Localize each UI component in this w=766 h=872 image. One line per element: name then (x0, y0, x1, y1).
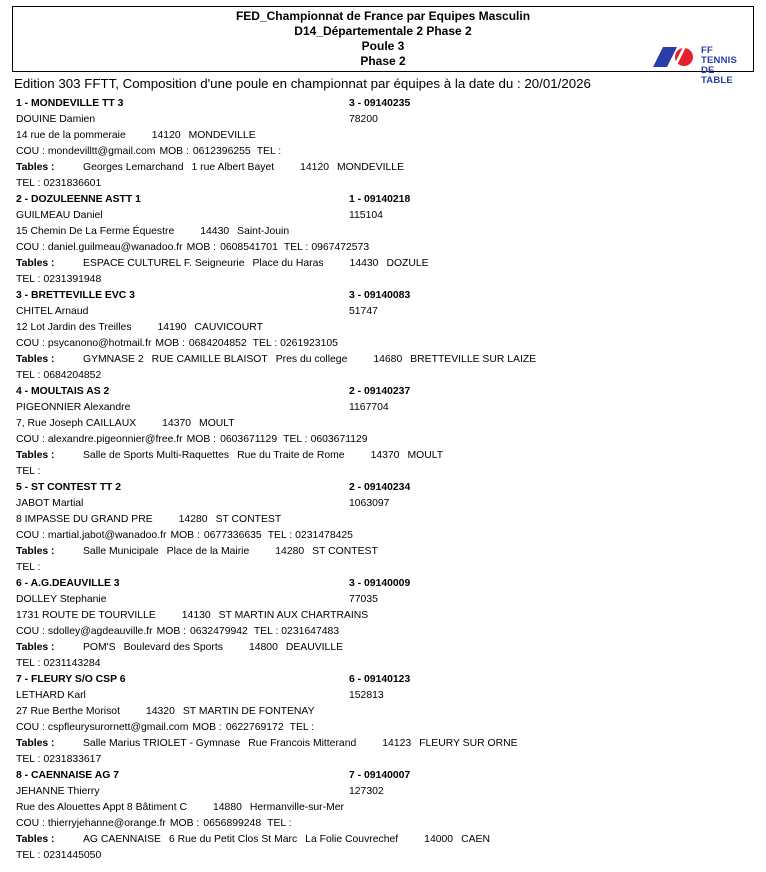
tables-label: Tables : (16, 162, 55, 173)
mob-number: 0608541701 (220, 242, 278, 253)
venue-name: Georges Lemarchand (83, 162, 184, 173)
street: 1731 ROUTE DE TOURVILLE (16, 610, 156, 621)
zip: 14880 (212, 802, 242, 813)
venue-name: AG CAENNAISE (83, 834, 161, 845)
cou-label: COU : (16, 722, 45, 733)
team-venue-tel (16, 657, 100, 671)
team-licence: 127302 (349, 786, 384, 797)
tel-label: TEL : (252, 338, 278, 349)
venue-city: BRETTEVILLE SUR LAIZE (410, 354, 537, 365)
team-contact-name: PIGEONNIER Alexandre (16, 402, 131, 413)
team-contact-name: DOLLEY Stephanie (16, 594, 107, 605)
city: Saint-Jouin (237, 226, 290, 237)
email-link[interactable]: martial.jabot@wanadoo.fr (47, 530, 167, 541)
team-name-row (16, 577, 120, 591)
venue-city: DOZULE (386, 258, 429, 269)
team-code: 2 - 09140234 (349, 482, 411, 493)
mob-label: MOB : (170, 530, 200, 541)
tel-number: 0603671129 (310, 434, 368, 445)
team-name: 7 - FLEURY S/O CSP 6 (16, 674, 126, 685)
team-name-row (16, 193, 141, 207)
team-contact-phones (16, 433, 368, 447)
team-code: 3 - 09140083 (349, 290, 411, 301)
city: ST CONTEST (215, 514, 282, 525)
venue-tel-label: TEL : (16, 754, 41, 765)
mob-number: 0622769172 (225, 722, 284, 733)
team-name: 6 - A.G.DEAUVILLE 3 (16, 578, 120, 589)
zip: 14280 (178, 514, 208, 525)
team-licence: 152813 (349, 690, 384, 701)
team-contact-address (16, 417, 235, 431)
mob-label: MOB : (159, 146, 189, 157)
venue-zip: 14280 (275, 546, 305, 557)
zip: 14130 (181, 610, 211, 621)
email-link[interactable]: cspfleurysurornett@gmail.com (47, 722, 189, 733)
team-contact-name: LETHARD Karl (16, 690, 86, 701)
team-tables-row (16, 737, 518, 751)
logo-text-line2: DE TABLE (701, 65, 733, 86)
team-name: 3 - BRETTEVILLE EVC 3 (16, 290, 135, 301)
street: 15 Chemin De La Ferme Équestre (16, 226, 175, 237)
zip: 14430 (200, 226, 230, 237)
tel-label: TEL : (283, 434, 308, 445)
tel-label: TEL : (267, 530, 293, 541)
email-link[interactable]: daniel.guilmeau@wanadoo.fr (47, 242, 183, 253)
fftt-logo (653, 44, 747, 86)
team-venue-tel (16, 273, 101, 287)
street: 7, Rue Joseph CAILLAUX (16, 418, 137, 429)
team-contact-phones (16, 145, 284, 159)
city: ST MARTIN DE FONTENAY (182, 706, 315, 717)
mob-number: 0677336635 (203, 530, 262, 541)
cou-label: COU : (16, 338, 45, 349)
zip: 14190 (157, 322, 187, 333)
venue-tel-label: TEL : (16, 370, 41, 381)
team-code: 6 - 09140123 (349, 674, 411, 685)
team-contact-address (16, 321, 263, 335)
tables-label: Tables : (16, 642, 55, 653)
cou-label: COU : (16, 626, 45, 637)
tables-label: Tables : (16, 738, 55, 749)
email-link[interactable]: sdolley@agdeauville.fr (47, 626, 153, 637)
team-name: 4 - MOULTAIS AS 2 (16, 386, 110, 397)
venue-name: Salle de Sports Multi-Raquettes (83, 450, 230, 461)
team-name: 1 - MONDEVILLE TT 3 (16, 98, 124, 109)
venue-zip: 14123 (382, 738, 412, 749)
team-venue-tel (16, 177, 101, 191)
venue-address: Place de la Mairie (166, 546, 250, 557)
city: ST MARTIN AUX CHARTRAINS (218, 610, 369, 621)
city: MOULT (199, 418, 235, 429)
logo-text-line1: FF TENNIS (701, 45, 738, 66)
street: 27 Rue Berthe Morisot (16, 706, 120, 717)
logo-text (701, 46, 747, 86)
email-link[interactable]: alexandre.pigeonnier@free.fr (47, 434, 183, 445)
team-contact-address (16, 705, 315, 719)
venue-tel-label: TEL : (16, 466, 41, 477)
team-contact-name: JABOT Martial (16, 498, 84, 509)
team-contact-address (16, 129, 256, 143)
edition-line: Edition 303 FFTT, Composition d'une poule en championnat par équipes à la date du : 20/01/2026 (14, 76, 591, 91)
tel-number: 0967472573 (311, 242, 370, 253)
venue-city: MOULT (407, 450, 444, 461)
venue-zip: 14120 (300, 162, 330, 173)
cou-label: COU : (16, 818, 45, 829)
championship-title: FED_Championnat de France par Equipes Masculin (235, 9, 531, 23)
venue-address: Rue du Traite de Rome (237, 450, 345, 461)
poule-title: Poule 3 (361, 39, 405, 53)
team-name: 5 - ST CONTEST TT 2 (16, 482, 122, 493)
team-contact-phones (16, 337, 338, 351)
venue-name: POM'S (83, 642, 116, 653)
team-licence: 1063097 (349, 498, 390, 509)
team-contact-name: GUILMEAU Daniel (16, 210, 103, 221)
cou-label: COU : (16, 146, 45, 157)
mob-number: 0632479942 (190, 626, 248, 637)
team-contact-address (16, 225, 289, 239)
tel-number: 0231478425 (295, 530, 353, 541)
tables-label: Tables : (16, 354, 55, 365)
venue-city: MONDEVILLE (337, 162, 405, 173)
team-contact-phones (16, 625, 339, 639)
team-code: 3 - 09140009 (349, 578, 411, 589)
team-licence: 77035 (349, 594, 378, 605)
team-tables-row (16, 161, 404, 175)
tel-label: TEL : (267, 818, 292, 829)
venue-zip: 14800 (248, 642, 278, 653)
team-tables-row (16, 353, 536, 367)
tel-label: TEL : (253, 626, 279, 637)
team-code: 3 - 09140235 (349, 98, 411, 109)
venue-tel-number: 0231143284 (43, 658, 101, 669)
team-code: 7 - 09140007 (349, 770, 411, 781)
zip: 14370 (162, 418, 192, 429)
team-name-row (16, 673, 126, 687)
venue-name: ESPACE CULTUREL F. Seigneurie (83, 258, 245, 269)
tables-label: Tables : (16, 546, 55, 557)
zip: 14320 (145, 706, 175, 717)
team-name-row (16, 385, 109, 399)
fftt-logo-icon (653, 47, 699, 67)
team-contact-phones (16, 721, 317, 735)
venue-tel-number: 0231836601 (43, 178, 102, 189)
mob-label: MOB : (186, 434, 217, 445)
team-contact-address (16, 801, 344, 815)
team-licence: 51747 (349, 306, 378, 317)
team-tables-row (16, 641, 343, 655)
venue-address: RUE CAMILLE BLAISOT (151, 354, 268, 365)
venue-address-2: La Folie Couvrechef (305, 834, 399, 845)
team-name: 8 - CAENNAISE AG 7 (16, 770, 119, 781)
street: Rue des Alouettes Appt 8 Bâtiment C (16, 802, 187, 813)
team-contact-address (16, 609, 368, 623)
team-contact-address (16, 513, 281, 527)
venue-name: Salle Marius TRIOLET - Gymnase (83, 738, 241, 749)
team-tables-row (16, 545, 378, 559)
tables-label: Tables : (16, 258, 55, 269)
zip: 14120 (151, 130, 181, 141)
venue-tel-label: TEL : (16, 562, 41, 573)
team-tables-row (16, 449, 443, 463)
team-venue-tel (16, 465, 43, 479)
venue-address: Rue Francois Mitterand (248, 738, 357, 749)
venue-tel-number: 0231833617 (43, 754, 102, 765)
phase-title: Phase 2 (360, 54, 406, 68)
team-name-row (16, 289, 135, 303)
cou-label: COU : (16, 530, 45, 541)
team-contact-phones (16, 817, 295, 831)
team-name: 2 - DOZULEENNE ASTT 1 (16, 194, 141, 205)
team-code: 2 - 09140237 (349, 386, 411, 397)
venue-tel-number: 0231391948 (43, 274, 102, 285)
street: 12 Lot Jardin des Treilles (16, 322, 132, 333)
city: CAUVICOURT (194, 322, 263, 333)
tel-number: 0261923105 (280, 338, 338, 349)
venue-tel-label: TEL : (16, 658, 41, 669)
team-name-row (16, 97, 123, 111)
venue-tel-number: 0231445050 (43, 850, 102, 861)
team-contact-phones (16, 529, 353, 543)
mob-label: MOB : (192, 722, 222, 733)
team-contact-name: JEHANNE Thierry (16, 786, 100, 797)
cou-label: COU : (16, 242, 45, 253)
venue-zip: 14370 (370, 450, 400, 461)
tables-label: Tables : (16, 834, 55, 845)
venue-zip: 14000 (424, 834, 454, 845)
venue-address-2: Pres du college (275, 354, 348, 365)
email-link[interactable]: thierryjehanne@orange.fr (47, 818, 166, 829)
team-name-row (16, 769, 119, 783)
venue-name: GYMNASE 2 (83, 354, 144, 365)
team-venue-tel (16, 369, 101, 383)
venue-address: Boulevard des Sports (123, 642, 223, 653)
team-licence: 115104 (349, 210, 383, 221)
venue-city: DEAUVILLE (285, 642, 344, 653)
mob-number: 0603671129 (220, 434, 278, 445)
email-link[interactable]: psycanono@hotmail.fr (47, 338, 152, 349)
venue-address: 1 rue Albert Bayet (191, 162, 275, 173)
mob-number: 0656899248 (203, 818, 262, 829)
team-contact-phones (16, 241, 369, 255)
team-tables-row (16, 833, 490, 847)
team-venue-tel (16, 849, 101, 863)
team-tables-row (16, 257, 429, 271)
venue-address: Place du Haras (252, 258, 324, 269)
mob-label: MOB : (155, 338, 185, 349)
team-name-row (16, 481, 121, 495)
street: 14 rue de la pommeraie (16, 130, 126, 141)
venue-address: 6 Rue du Petit Clos St Marc (168, 834, 298, 845)
tables-label: Tables : (16, 450, 55, 461)
venue-city: CAEN (461, 834, 490, 845)
venue-zip: 14430 (349, 258, 379, 269)
tel-label: TEL : (256, 146, 282, 157)
tel-number: 0231647483 (281, 626, 340, 637)
tel-label: TEL : (283, 242, 309, 253)
venue-tel-number: 0684204852 (43, 370, 102, 381)
team-venue-tel (16, 753, 101, 767)
city: Hermanville-sur-Mer (249, 802, 344, 813)
mob-label: MOB : (186, 242, 217, 253)
venue-tel-label: TEL : (16, 274, 41, 285)
venue-city: ST CONTEST (312, 546, 378, 557)
email-link[interactable]: mondevilltt@gmail.com (47, 146, 156, 157)
tel-label: TEL : (289, 722, 315, 733)
team-code: 1 - 09140218 (349, 194, 411, 205)
venue-tel-label: TEL : (16, 850, 41, 861)
street: 8 IMPASSE DU GRAND PRE (16, 514, 153, 525)
division-title: D14_Départementale 2 Phase 2 (294, 24, 472, 38)
team-licence: 1167704 (349, 402, 389, 413)
venue-name: Salle Municipale (83, 546, 159, 557)
mob-label: MOB : (169, 818, 200, 829)
mob-number: 0612396255 (192, 146, 251, 157)
venue-tel-label: TEL : (16, 178, 41, 189)
team-licence: 78200 (349, 114, 378, 125)
venue-city: FLEURY SUR ORNE (419, 738, 518, 749)
venue-zip: 14680 (373, 354, 403, 365)
team-contact-name: CHITEL Arnaud (16, 306, 89, 317)
team-contact-name: DOUINE Damien (16, 114, 96, 125)
city: MONDEVILLE (188, 130, 256, 141)
mob-label: MOB : (156, 626, 187, 637)
mob-number: 0684204852 (188, 338, 247, 349)
cou-label: COU : (16, 434, 45, 445)
team-venue-tel (16, 561, 43, 575)
